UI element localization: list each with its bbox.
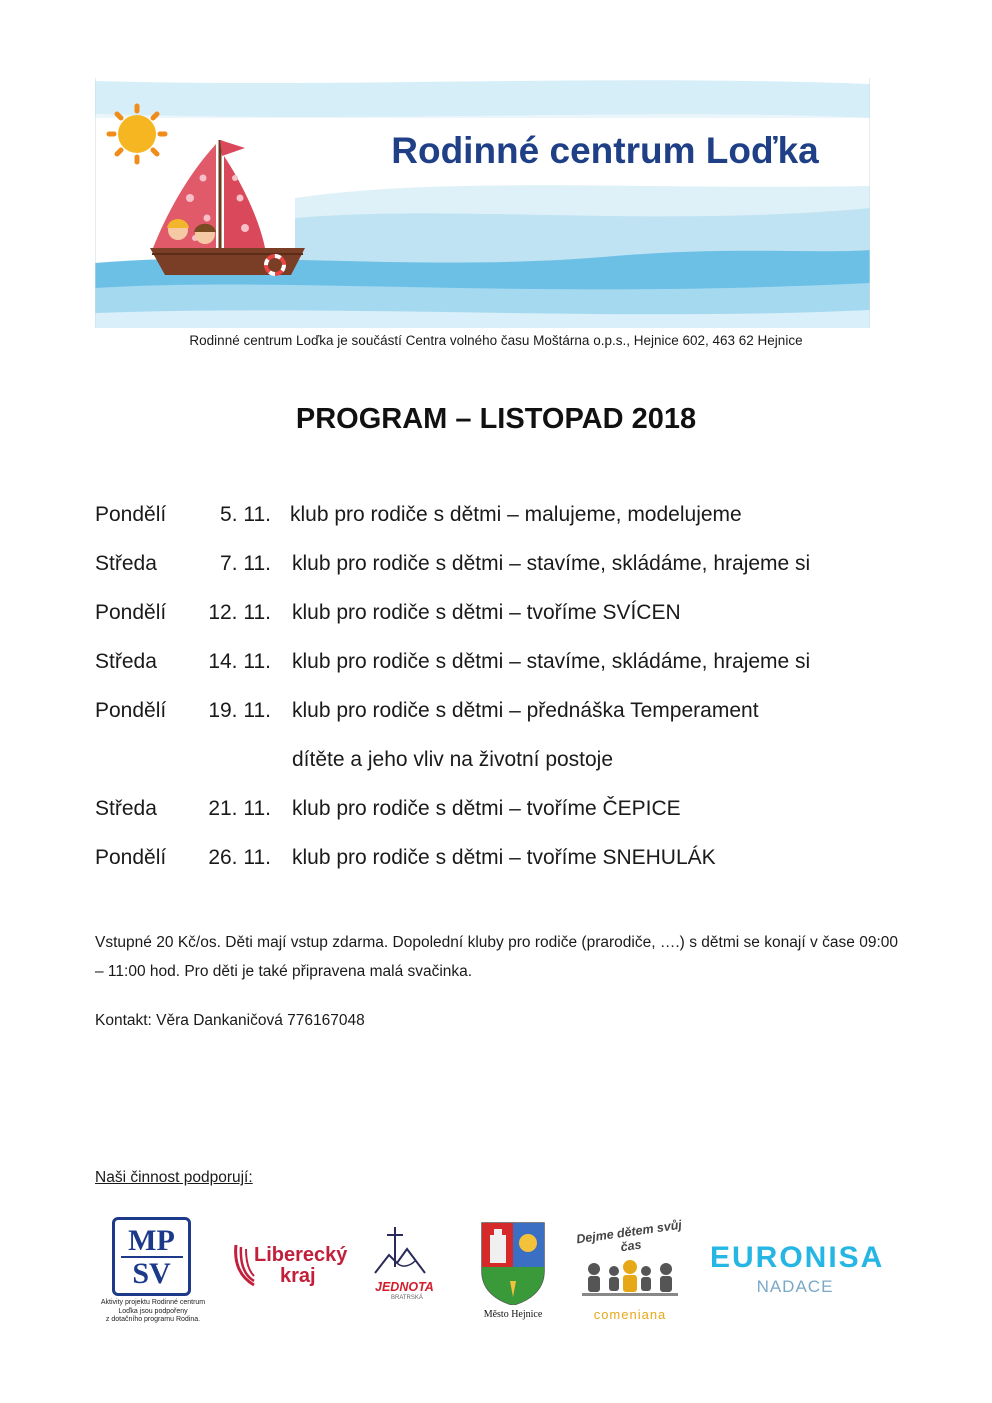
schedule-description: klub pro rodiče s dětmi – tvoříme ČEPICE [292,797,681,820]
schedule-description: klub pro rodiče s dětmi – stavíme, skládáme, hrajeme si [292,552,811,575]
schedule-row [95,637,935,686]
hejnice-caption: Město Hejnice [483,1309,543,1320]
jednota-sub: BRATRSKÁ [391,1295,423,1301]
schedule-description: klub pro rodiče s dětmi – tvoříme SNEHULÁK [292,846,716,869]
euronisa-sub: NADACE [756,1277,834,1296]
euronisa-name: EURONISA [710,1241,885,1274]
schedule-date: 12. 11. [208,601,271,624]
mpsv-caption [92,1299,214,1325]
schedule-date: 21. 11. [208,797,271,820]
admission-note: Vstupné 20 Kč/os. Děti mají vstup zdarma. Dopolední kluby pro rodiče (prarodiče, ….) s dětmi se konají v čase 09:00 – 11:00 hod. Pro děti je také připravena malá svačinka. [95,934,898,980]
liberecky-swoosh-icon [232,1243,256,1287]
liberecky-kraj-text [254,1245,347,1287]
schedule-day: Pondělí [95,601,167,624]
schedule-description: klub pro rodiče s dětmi – malujeme, modelujeme [290,503,742,526]
schedule-row [95,686,935,735]
schedule-day: Středa [95,797,157,820]
jednota-name: JEDNOTA [375,1280,434,1294]
schedule-description: klub pro rodiče s dětmi – tvoříme SVÍCEN [292,601,681,624]
schedule-description: klub pro rodiče s dětmi – stavíme, skládáme, hrajeme si [292,650,811,673]
jednota-bratrska-logo [365,1225,445,1305]
mpsv-caption-line: Aktivity projektu Rodinné centrum [100,1299,206,1306]
program-heading: PROGRAM – LISTOPAD 2018 [295,403,697,435]
schedule-day: Pondělí [95,699,167,722]
schedule-description: dítěte a jeho vliv na životní postoje [292,748,614,771]
sponsors-heading: Naši činnost podporují: [95,1169,253,1186]
schedule-day: Pondělí [95,846,167,869]
liberecky-line1: Liberecký [254,1244,348,1266]
header-banner [95,78,870,328]
schedule-date: 7. 11. [220,552,271,575]
liberecky-line2: kraj [280,1265,316,1287]
mpsv-caption-line: z dotačního programu Rodina. [105,1316,201,1323]
mpsv-logo [92,1209,214,1329]
schedule-row [95,833,935,882]
euronisa-logo [710,1205,885,1315]
schedule-date: 19. 11. [208,699,271,722]
comeniana-slogan: Dejme dětem svůj čas [575,1217,683,1255]
program-schedule [95,490,935,882]
page-title: Rodinné centrum Loďka [391,130,819,171]
mpsv-caption-line: Loďka jsou podpořeny [118,1307,188,1315]
schedule-description: klub pro rodiče s dětmi – přednáška Temperament [292,699,759,722]
schedule-day: Pondělí [95,503,167,526]
coat-of-arms-icon [480,1221,546,1305]
banner-illustration [95,78,870,328]
organization-line: Rodinné centrum Loďka je součástí Centra volného času Moštárna o.p.s., Hejnice 602, 463 62 Hejnice [189,333,803,348]
schedule-row [95,539,935,588]
mpsv-line1: MP [128,1223,175,1257]
schedule-row [95,490,935,539]
schedule-row [95,588,935,637]
schedule-date: 5. 11. [220,503,271,526]
comeniana-logo [570,1217,690,1329]
contact-line: Kontakt: Věra Dankaničová 776167048 [95,1012,365,1029]
schedule-date: 14. 11. [208,650,271,673]
liberecky-kraj-logo [232,1241,348,1291]
family-figures-icon [580,1259,680,1299]
schedule-day: Středa [95,552,157,575]
lamb-cross-icon [367,1225,437,1281]
mpsv-line2: SV [132,1256,171,1290]
schedule-date: 26. 11. [208,846,271,869]
mpsv-emblem [112,1217,191,1296]
schedule-day: Středa [95,650,157,673]
comeniana-name: comeniana [593,1307,667,1322]
schedule-row [95,735,935,784]
sponsor-logos [0,1205,992,1335]
mesto-hejnice-logo [478,1221,548,1326]
schedule-row [95,784,935,833]
